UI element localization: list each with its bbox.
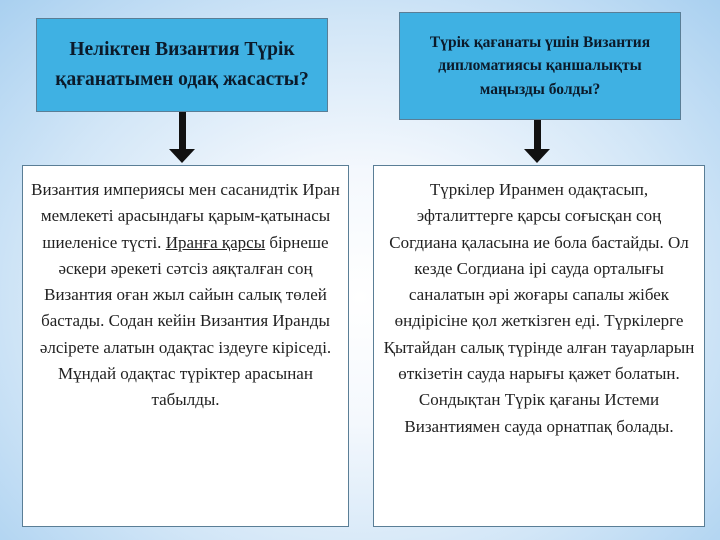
right-arrow-down-icon (524, 149, 550, 163)
left-arrow-down-icon (169, 149, 195, 163)
left-arrow-stem (179, 112, 186, 150)
left-question-box (36, 18, 328, 112)
left-answer-underlined: Иранға қарсы (165, 232, 266, 252)
left-answer-text-2: бірнеше әскери әрекеті сәтсіз аяқталған соң Византия оған жыл сайын салық төлей бастады. Содан кейін Византия Иранды әлсірете алатын одақтас іздеуге кіріседі. Мұндай одақтас түріктер арасынан табылды. (39, 232, 332, 410)
left-question-text: Неліктен Византия Түрік қағанатымен одақ жасасты? (55, 39, 309, 90)
right-question-box (399, 12, 681, 120)
right-answer-box (373, 165, 705, 527)
right-question-text: Түрік қағанаты үшін Византия дипломатиясы қаншалықты маңызды болды? (429, 33, 651, 98)
right-answer-text: Түркілер Иранмен одақтасып, эфталиттерге қарсы соғысқан соң Согдиана қаласына ие бола бастайды. Ол кезде Согдиана ірі сауда орталығы саналатын әрі жоғары сапалы жібек өндірісіне қол жеткізген еді. Түркілерге Қытайдан салық түрінде алған тауарларын өткізетін сауда нарығы қажет болатын. Сондықтан Түрік қағаны Истеми Византиямен сауда орнатпақ болады. (383, 180, 695, 436)
left-answer-box (22, 165, 349, 527)
left-answer-text-1: Византия империясы мен сасанидтік Иран мемлекеті арасындағы қарым-қатынасы шиеленісе түсті. (31, 180, 340, 252)
right-arrow-stem (534, 120, 541, 150)
